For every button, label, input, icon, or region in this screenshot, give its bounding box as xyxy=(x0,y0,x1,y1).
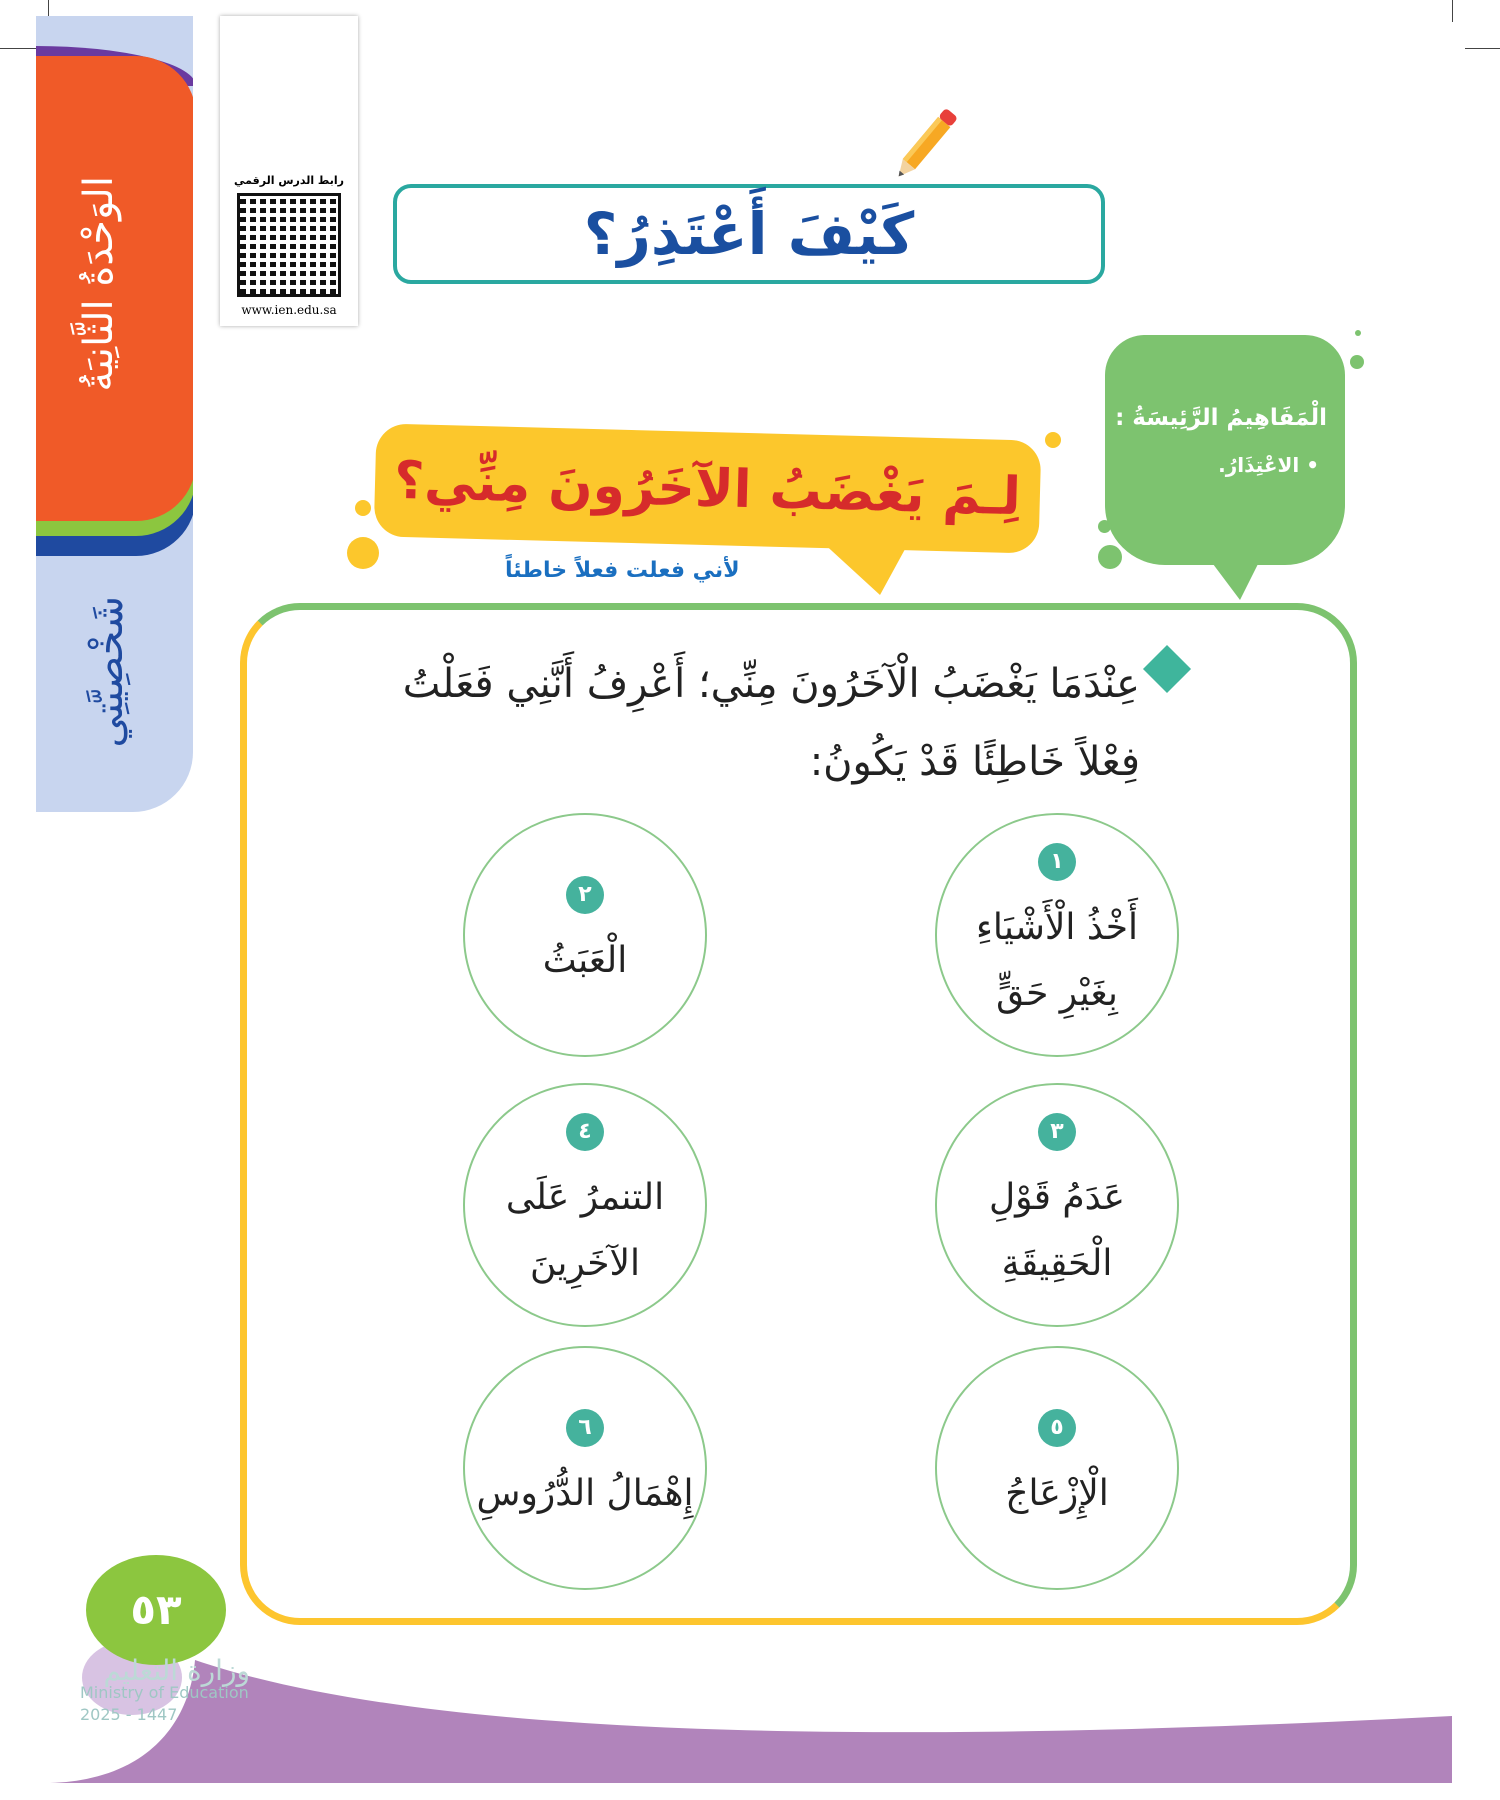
crop-mark xyxy=(1465,48,1500,49)
item-text: الْإِزْعَاجُ xyxy=(1005,1473,1109,1514)
item-circle xyxy=(463,813,707,1057)
ministry-en: Ministry of Education xyxy=(80,1683,249,1702)
decor-dot xyxy=(1350,355,1364,369)
question-banner xyxy=(374,423,1042,553)
decor-dot xyxy=(355,500,371,516)
intro-text: عِنْدَمَا يَغْضَبُ الْآخَرُونَ مِنِّي؛ أَعْرِفُ أَنَّنِي فَعَلْتُ فِعْلاً خَاطِئًا قَدْ يَكُونُ: xyxy=(402,661,1140,785)
item-number: ١ xyxy=(1038,843,1076,881)
qr-card[interactable] xyxy=(220,16,358,326)
unit-sidebar xyxy=(36,16,193,812)
page-number: ٥٣ xyxy=(86,1555,226,1665)
answer-text[interactable]: لأني فعلت فعلاً خاطئاً xyxy=(505,558,740,583)
bubble-tail xyxy=(1210,560,1260,600)
decor-dot xyxy=(1045,432,1061,448)
item-number: ٤ xyxy=(566,1113,604,1151)
lesson-title-box xyxy=(393,184,1105,284)
key-concepts-bubble xyxy=(1105,335,1345,565)
lesson-title: كَيْفَ أَعْتَذِرُ؟ xyxy=(583,200,915,268)
qr-url[interactable]: www.ien.edu.sa xyxy=(241,303,337,317)
decor-dot xyxy=(347,537,379,569)
item-number: ٥ xyxy=(1038,1409,1076,1447)
key-concepts-heading: الْمَفَاهِيمُ الرَّئِيسَةُ : xyxy=(1115,405,1327,431)
crop-mark xyxy=(0,48,36,49)
key-concept-text: الاعْتِذَارُ. xyxy=(1218,453,1300,477)
item-circle xyxy=(463,1083,707,1327)
ministry-year: 2025 - 1447 xyxy=(80,1705,178,1724)
unit-label: الوَحْدَةُ الثَّانِيَةُ xyxy=(76,176,122,392)
item-text: عَدَمُ قَوْلِ الْحَقِيقَةِ xyxy=(988,1177,1126,1284)
qr-label: رابط الدرس الرقمي xyxy=(234,174,344,187)
ministry-watermark xyxy=(80,1654,250,1726)
subject-label: شَخْصِيَّتِي xyxy=(86,596,132,748)
crop-mark xyxy=(1452,0,1453,22)
item-text: التنمرُ عَلَى الآخَرِينَ xyxy=(505,1177,665,1284)
qr-code-icon[interactable] xyxy=(237,193,341,297)
key-concept-item: • الاعْتِذَارُ. xyxy=(1218,453,1319,477)
pencil-icon xyxy=(880,100,970,190)
item-circle xyxy=(935,1083,1179,1327)
item-circle xyxy=(463,1346,707,1590)
item-number: ٦ xyxy=(566,1409,604,1447)
item-text: إِهْمَالُ الدُّرُوسِ xyxy=(476,1473,694,1514)
decor-dot xyxy=(1098,545,1122,569)
item-circle xyxy=(935,1346,1179,1590)
ministry-ar: وزارة التعليم xyxy=(103,1654,250,1687)
item-circle xyxy=(935,813,1179,1057)
question-text: لِـمَ يَغْضَبُ الآخَرُونَ مِنِّي؟ xyxy=(393,450,1022,527)
decor-dot xyxy=(1355,330,1361,336)
item-text: الْعَبَثُ xyxy=(542,940,628,981)
item-text: أَخْذُ الْأَشْيَاءِ بِغَيْرِ حَقٍّ xyxy=(975,907,1139,1014)
item-number: ٣ xyxy=(1038,1113,1076,1151)
item-number: ٢ xyxy=(566,876,604,914)
